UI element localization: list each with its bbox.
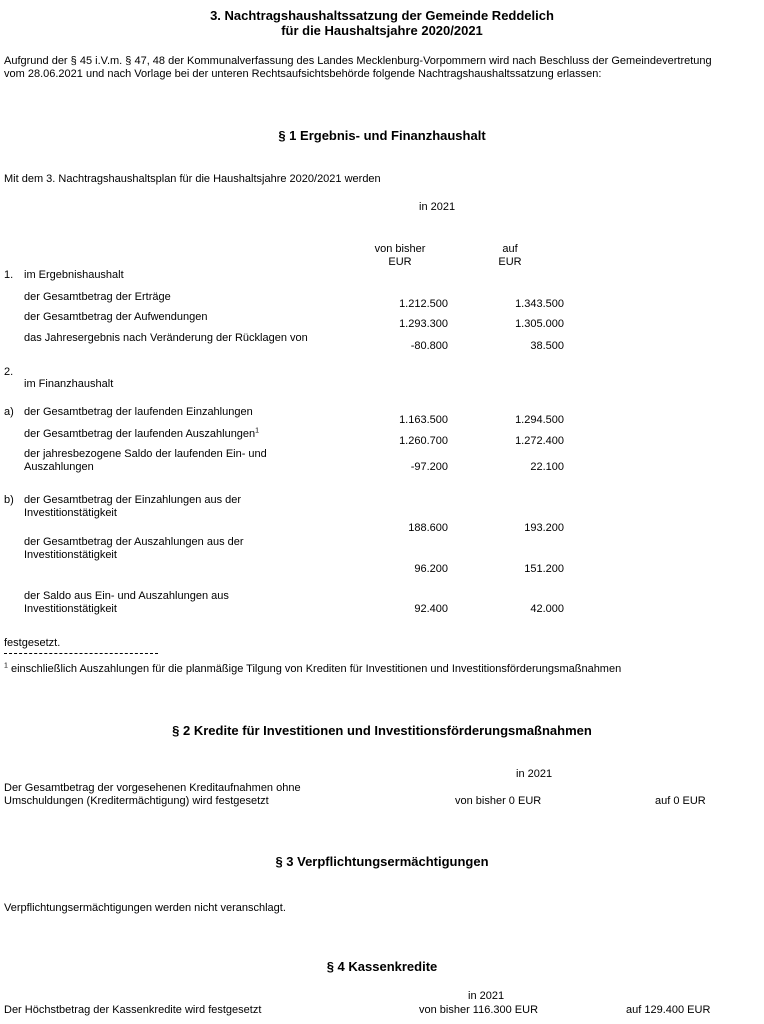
section4-from-value: von bisher 116.300 EUR — [419, 1004, 539, 1016]
col-from-head: von bisher — [374, 243, 426, 255]
row-from-value: 96.200 — [414, 563, 448, 575]
row-label-line1: der jahresbezogene Saldo der laufenden Ein- und — [24, 448, 267, 460]
row-to-value: 1.294.500 — [515, 414, 564, 426]
section1-lead: Mit dem 3. Nachtragshaushaltsplan für die Haushaltsjahre 2020/2021 werden — [4, 173, 381, 185]
row-from-value: 1.293.300 — [399, 318, 448, 330]
section1-year-label: in 2021 — [419, 201, 456, 213]
row-label: das Jahresergebnis nach Veränderung der Rücklagen von — [24, 332, 308, 344]
row-to-value: 1.305.000 — [515, 318, 564, 330]
document-title-line1: 3. Nachtragshaushaltssatzung der Gemeinde Reddelich — [210, 8, 554, 23]
row-label — [24, 428, 259, 441]
section3-heading: § 3 Verpflichtungsermächtigungen — [275, 854, 489, 869]
footnote-number: 1 — [4, 662, 8, 670]
section2-text-line2: Umschuldungen (Kreditermächtigung) wird festgesetzt — [4, 795, 269, 807]
row-from-value: 1.260.700 — [399, 435, 448, 447]
row-from-value: 92.400 — [414, 603, 448, 615]
sub-b-marker: b) — [4, 494, 14, 506]
row-label: der Gesamtbetrag der laufenden Einzahlungen — [24, 406, 253, 418]
intro-line1: Aufgrund der § 45 i.V.m. § 47, 48 der Kommunalverfassung des Landes Mecklenburg-Vorpommern wird nach Beschluss der Gemeindevertretung — [4, 55, 712, 67]
row-from-value: 1.163.500 — [399, 414, 448, 426]
row-to-value: 151.200 — [524, 563, 564, 575]
section4-heading: § 4 Kassenkredite — [326, 959, 438, 974]
row-from-value: -80.800 — [410, 340, 448, 352]
section3-text: Verpflichtungsermächtigungen werden nicht veranschlagt. — [4, 902, 286, 914]
group-finanzhaushalt: im Finanzhaushalt — [24, 378, 114, 390]
row-to-value: 1.343.500 — [515, 298, 564, 310]
section2-heading: § 2 Kredite für Investitionen und Investitionsförderungsmaßnahmen — [172, 723, 592, 738]
row-label: der Gesamtbetrag der Aufwendungen — [24, 311, 208, 323]
footnote-text: einschließlich Auszahlungen für die planmäßige Tilgung von Krediten für Investitionen und Investitionsförderungsmaßnahmen — [7, 663, 622, 675]
row-to-value: 193.200 — [524, 522, 564, 534]
row-to-value: 22.100 — [530, 461, 564, 473]
intro-line2: vom 28.06.2021 und nach Vorlage bei der unteren Rechtsaufsichtsbehörde folgende Nachtragshaushaltssatzung erlassen: — [4, 68, 602, 80]
row-label-line1: der Gesamtbetrag der Einzahlungen aus der — [24, 494, 242, 506]
closing-text: festgesetzt. — [4, 637, 61, 649]
footnote-mark: 1 — [255, 427, 260, 435]
row-to-value: 42.000 — [530, 603, 564, 615]
row-label-text: der Gesamtbetrag der laufenden Auszahlungen — [24, 428, 256, 440]
row-from-value: 188.600 — [408, 522, 448, 534]
section1-heading: § 1 Ergebnis- und Finanzhaushalt — [278, 128, 486, 143]
row-from-value: 1.212.500 — [399, 298, 448, 310]
row-label-line2: Investitionstätigkeit — [24, 507, 117, 519]
section2-to-value: auf 0 EUR — [655, 795, 706, 807]
row-label: der Gesamtbetrag der Erträge — [24, 291, 171, 303]
section4-to-value: auf 129.400 EUR — [626, 1004, 711, 1016]
document-title-line2: für die Haushaltsjahre 2020/2021 — [281, 23, 483, 38]
col-from-unit: EUR — [388, 256, 412, 268]
section4-year-label: in 2021 — [468, 990, 505, 1002]
group-ergebnishaushalt: im Ergebnishaushalt — [24, 269, 124, 281]
footnote — [4, 663, 621, 676]
row-label-line1: der Gesamtbetrag der Auszahlungen aus der — [24, 536, 244, 548]
col-to-unit: EUR — [498, 256, 522, 268]
item-number-1: 1. — [4, 269, 14, 281]
section2-text-line1: Der Gesamtbetrag der vorgesehenen Kreditaufnahmen ohne — [4, 782, 301, 794]
row-from-value: -97.200 — [410, 461, 448, 473]
row-label-line2: Auszahlungen — [24, 461, 94, 473]
row-label-line2: Investitionstätigkeit — [24, 603, 117, 615]
section4-text: Der Höchstbetrag der Kassenkredite wird festgesetzt — [4, 1004, 262, 1016]
footnote-divider — [4, 653, 158, 654]
row-to-value: 1.272.400 — [515, 435, 564, 447]
sub-a-marker: a) — [4, 406, 14, 418]
row-to-value: 38.500 — [530, 340, 564, 352]
row-label-line2: Investitionstätigkeit — [24, 549, 117, 561]
section2-from-value: von bisher 0 EUR — [455, 795, 542, 807]
section2-year-label: in 2021 — [516, 768, 553, 780]
item-number-2: 2. — [4, 366, 14, 378]
col-to-head: auf — [502, 243, 518, 255]
row-label-line1: der Saldo aus Ein- und Auszahlungen aus — [24, 590, 229, 602]
